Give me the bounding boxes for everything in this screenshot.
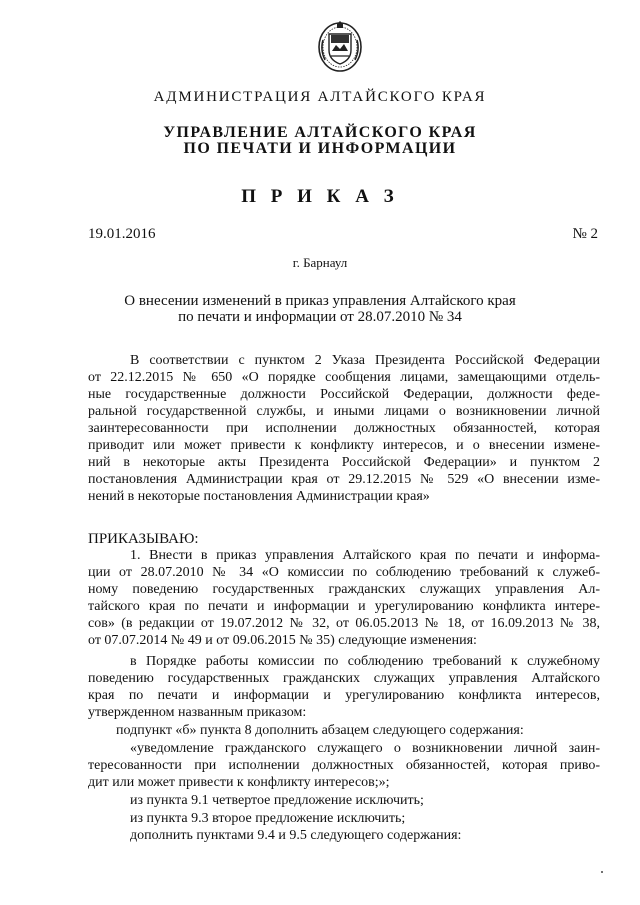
preamble-line: ные государственные должности Российской Федерации, должности феде-: [88, 387, 600, 402]
item-9-1: из пункта 9.1 четвертое предложение исключить;: [130, 793, 424, 808]
preamble-line: В соответствии с пунктом 2 Указа Президента Российской Федерации: [130, 353, 600, 368]
preamble-line: постановления Администрации края от 29.12.2015 № 529 «О внесении изме-: [88, 472, 600, 487]
preamble-line: приводит или может привести к конфликту интересов, и о внесении измене-: [88, 438, 600, 453]
department-name-line2: ПО ПЕЧАТИ И ИНФОРМАЦИИ: [183, 140, 457, 157]
order-word: ПРИКАЗЫВАЮ:: [88, 531, 199, 547]
item1-line: от 07.07.2014 № 49 и от 09.06.2015 № 35) следующие изменения:: [88, 633, 477, 648]
item-9-3: из пункта 9.3 второе предложение исключить;: [130, 811, 406, 826]
item1-line: ному поведению государственных гражданских служащих управления Ал-: [88, 582, 600, 597]
preamble-line: заинтересованности при исполнении должностных обязанностей, которая: [88, 421, 600, 436]
document-date: 19.01.2016: [88, 226, 156, 242]
coat-of-arms-emblem: [317, 20, 363, 72]
document-type: П Р И К А З: [241, 186, 399, 207]
procedure-line: утвержденном названным приказом:: [88, 705, 307, 720]
preamble-line: нений в некоторые постановления Администрации края»: [88, 489, 430, 504]
document-city: г. Барнаул: [292, 255, 348, 270]
procedure-line: края по печати и информации и урегулированию конфликта интересов,: [88, 688, 600, 703]
document-number: № 2: [572, 226, 598, 242]
item1-line: тайского края по печати и информации и урегулированию конфликта интере-: [88, 599, 600, 614]
procedure-line: в Порядке работы комиссии по соблюдению требований к служебному: [130, 654, 600, 669]
quote-line: тересованности при исполнении должностных обязанностей, которая приво-: [88, 758, 600, 773]
subject-line: О внесении изменений в приказ управления Алтайского края: [124, 293, 516, 309]
procedure-line: поведению государственных гражданских служащих управления Алтайского: [88, 671, 600, 686]
organization-name: АДМИНИСТРАЦИЯ АЛТАЙСКОГО КРАЯ: [153, 89, 487, 105]
subject-line: по печати и информации от 28.07.2010 № 34: [178, 309, 462, 325]
preamble-line: от 22.12.2015 № 650 «О порядке сообщения лицами, замещающими отдель-: [88, 370, 600, 385]
department-name-line1: УПРАВЛЕНИЕ АЛТАЙСКОГО КРАЯ: [163, 124, 477, 141]
preamble-line: ний в некоторые акты Президента Российской Федерации» и пунктом 2: [88, 455, 600, 470]
preamble-line: ральной государственной службы, и иными лицами о возникновении личной: [88, 404, 600, 419]
scan-speck: [601, 871, 603, 873]
subitem-b: подпункт «б» пункта 8 дополнить абзацем следующего содержания:: [116, 723, 524, 738]
quote-line: дит или может привести к конфликту интересов;»;: [88, 775, 390, 790]
item-9-4: дополнить пунктами 9.4 и 9.5 следующего содержания:: [130, 828, 462, 843]
item1-line: ции от 28.07.2010 № 34 «О комиссии по соблюдению требований к служеб-: [88, 565, 600, 580]
quote-line: «уведомление гражданского служащего о возникновении личной заин-: [130, 741, 600, 756]
item1-line: 1. Внести в приказ управления Алтайского края по печати и информа-: [130, 548, 600, 563]
item1-line: сов» (в редакции от 19.07.2012 № 32, от 06.05.2013 № 18, от 16.09.2013 № 38,: [88, 616, 600, 631]
